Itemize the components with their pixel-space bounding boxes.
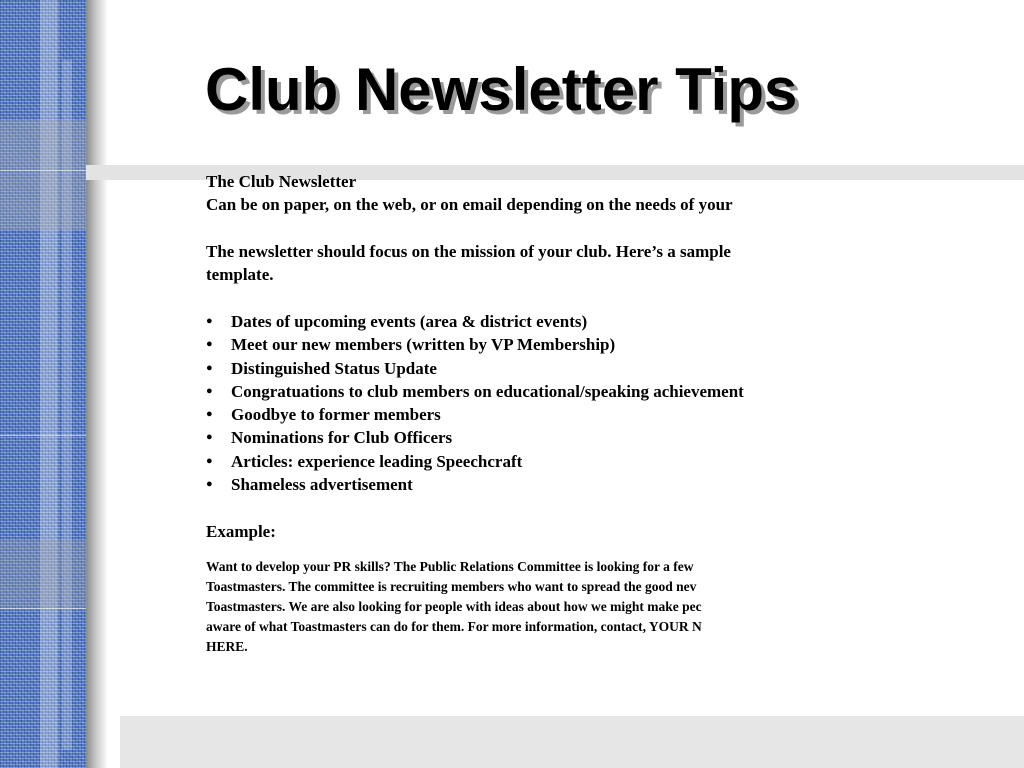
- bullet-dot-icon: ●: [206, 361, 213, 374]
- example-text-line: Want to develop your PR skills? The Public Relations Committee is looking for a few: [206, 559, 694, 575]
- bullet-text: Shameless advertisement: [231, 475, 413, 495]
- slide-body: [206, 170, 808, 690]
- bullet-item: [206, 310, 808, 333]
- side-shadow: [86, 0, 108, 768]
- bullet-item: [206, 450, 808, 473]
- spacer: [206, 496, 808, 520]
- newsletter-heading: The Club Newsletter: [206, 172, 357, 191]
- bullet-dot-icon: ●: [206, 431, 213, 444]
- bullet-item: [206, 473, 808, 496]
- bullet-text: Nominations for Club Officers: [231, 428, 453, 448]
- example-label: Example:: [206, 522, 276, 542]
- example-text-line: Toastmasters. We are also looking for people with ideas about how we might make pec: [206, 599, 702, 615]
- bullet-item: [206, 426, 808, 449]
- textured-side-strip: [0, 0, 86, 768]
- bullet-dot-icon: ●: [206, 338, 213, 351]
- template-bullet-list: [206, 310, 808, 496]
- side-band: [0, 120, 86, 230]
- bullet-dot-icon: ●: [206, 408, 213, 421]
- bullet-dot-icon: ●: [206, 478, 213, 491]
- side-highlight-vertical: [40, 0, 58, 768]
- bullet-item: [206, 403, 808, 426]
- example-text-line: HERE.: [206, 639, 248, 655]
- bullet-item: [206, 333, 808, 356]
- side-line: [0, 170, 86, 171]
- slide-title: Club Newsletter Tips: [205, 56, 798, 123]
- bullet-dot-icon: ●: [206, 315, 213, 327]
- intro-text: Can be on paper, on the web, or on email depending on the needs of your: [206, 195, 733, 214]
- focus-text-line-2: template.: [206, 265, 274, 284]
- bullet-text: Congratuations to club members on educational/speaking achievement: [231, 381, 744, 401]
- spacer: [206, 286, 808, 310]
- bullet-text: Goodbye to former members: [231, 405, 441, 425]
- bullet-dot-icon: ●: [206, 454, 213, 467]
- bullet-item: [206, 380, 808, 403]
- bullet-text: Articles: experience leading Speechcraft: [231, 451, 523, 471]
- side-line: [0, 608, 86, 609]
- example-text-line: Toastmasters. The committee is recruiting members who want to spread the good nev: [206, 579, 697, 595]
- bullet-dot-icon: ●: [206, 384, 213, 397]
- focus-text-line-1: The newsletter should focus on the mission of your club. Here’s a sample: [206, 242, 731, 261]
- spacer: [206, 543, 808, 557]
- example-text-line: aware of what Toastmasters can do for them. For more information, contact, YOUR N: [206, 619, 702, 635]
- bullet-text: Distinguished Status Update: [231, 358, 437, 378]
- bullet-text: Dates of upcoming events (area & district events): [231, 312, 588, 331]
- side-band: [0, 540, 86, 610]
- side-line: [0, 435, 86, 436]
- bullet-text: Meet our new members (written by VP Membership): [231, 335, 616, 355]
- footer-bar: [120, 716, 1024, 768]
- spacer: [206, 216, 808, 240]
- bullet-item: [206, 357, 808, 380]
